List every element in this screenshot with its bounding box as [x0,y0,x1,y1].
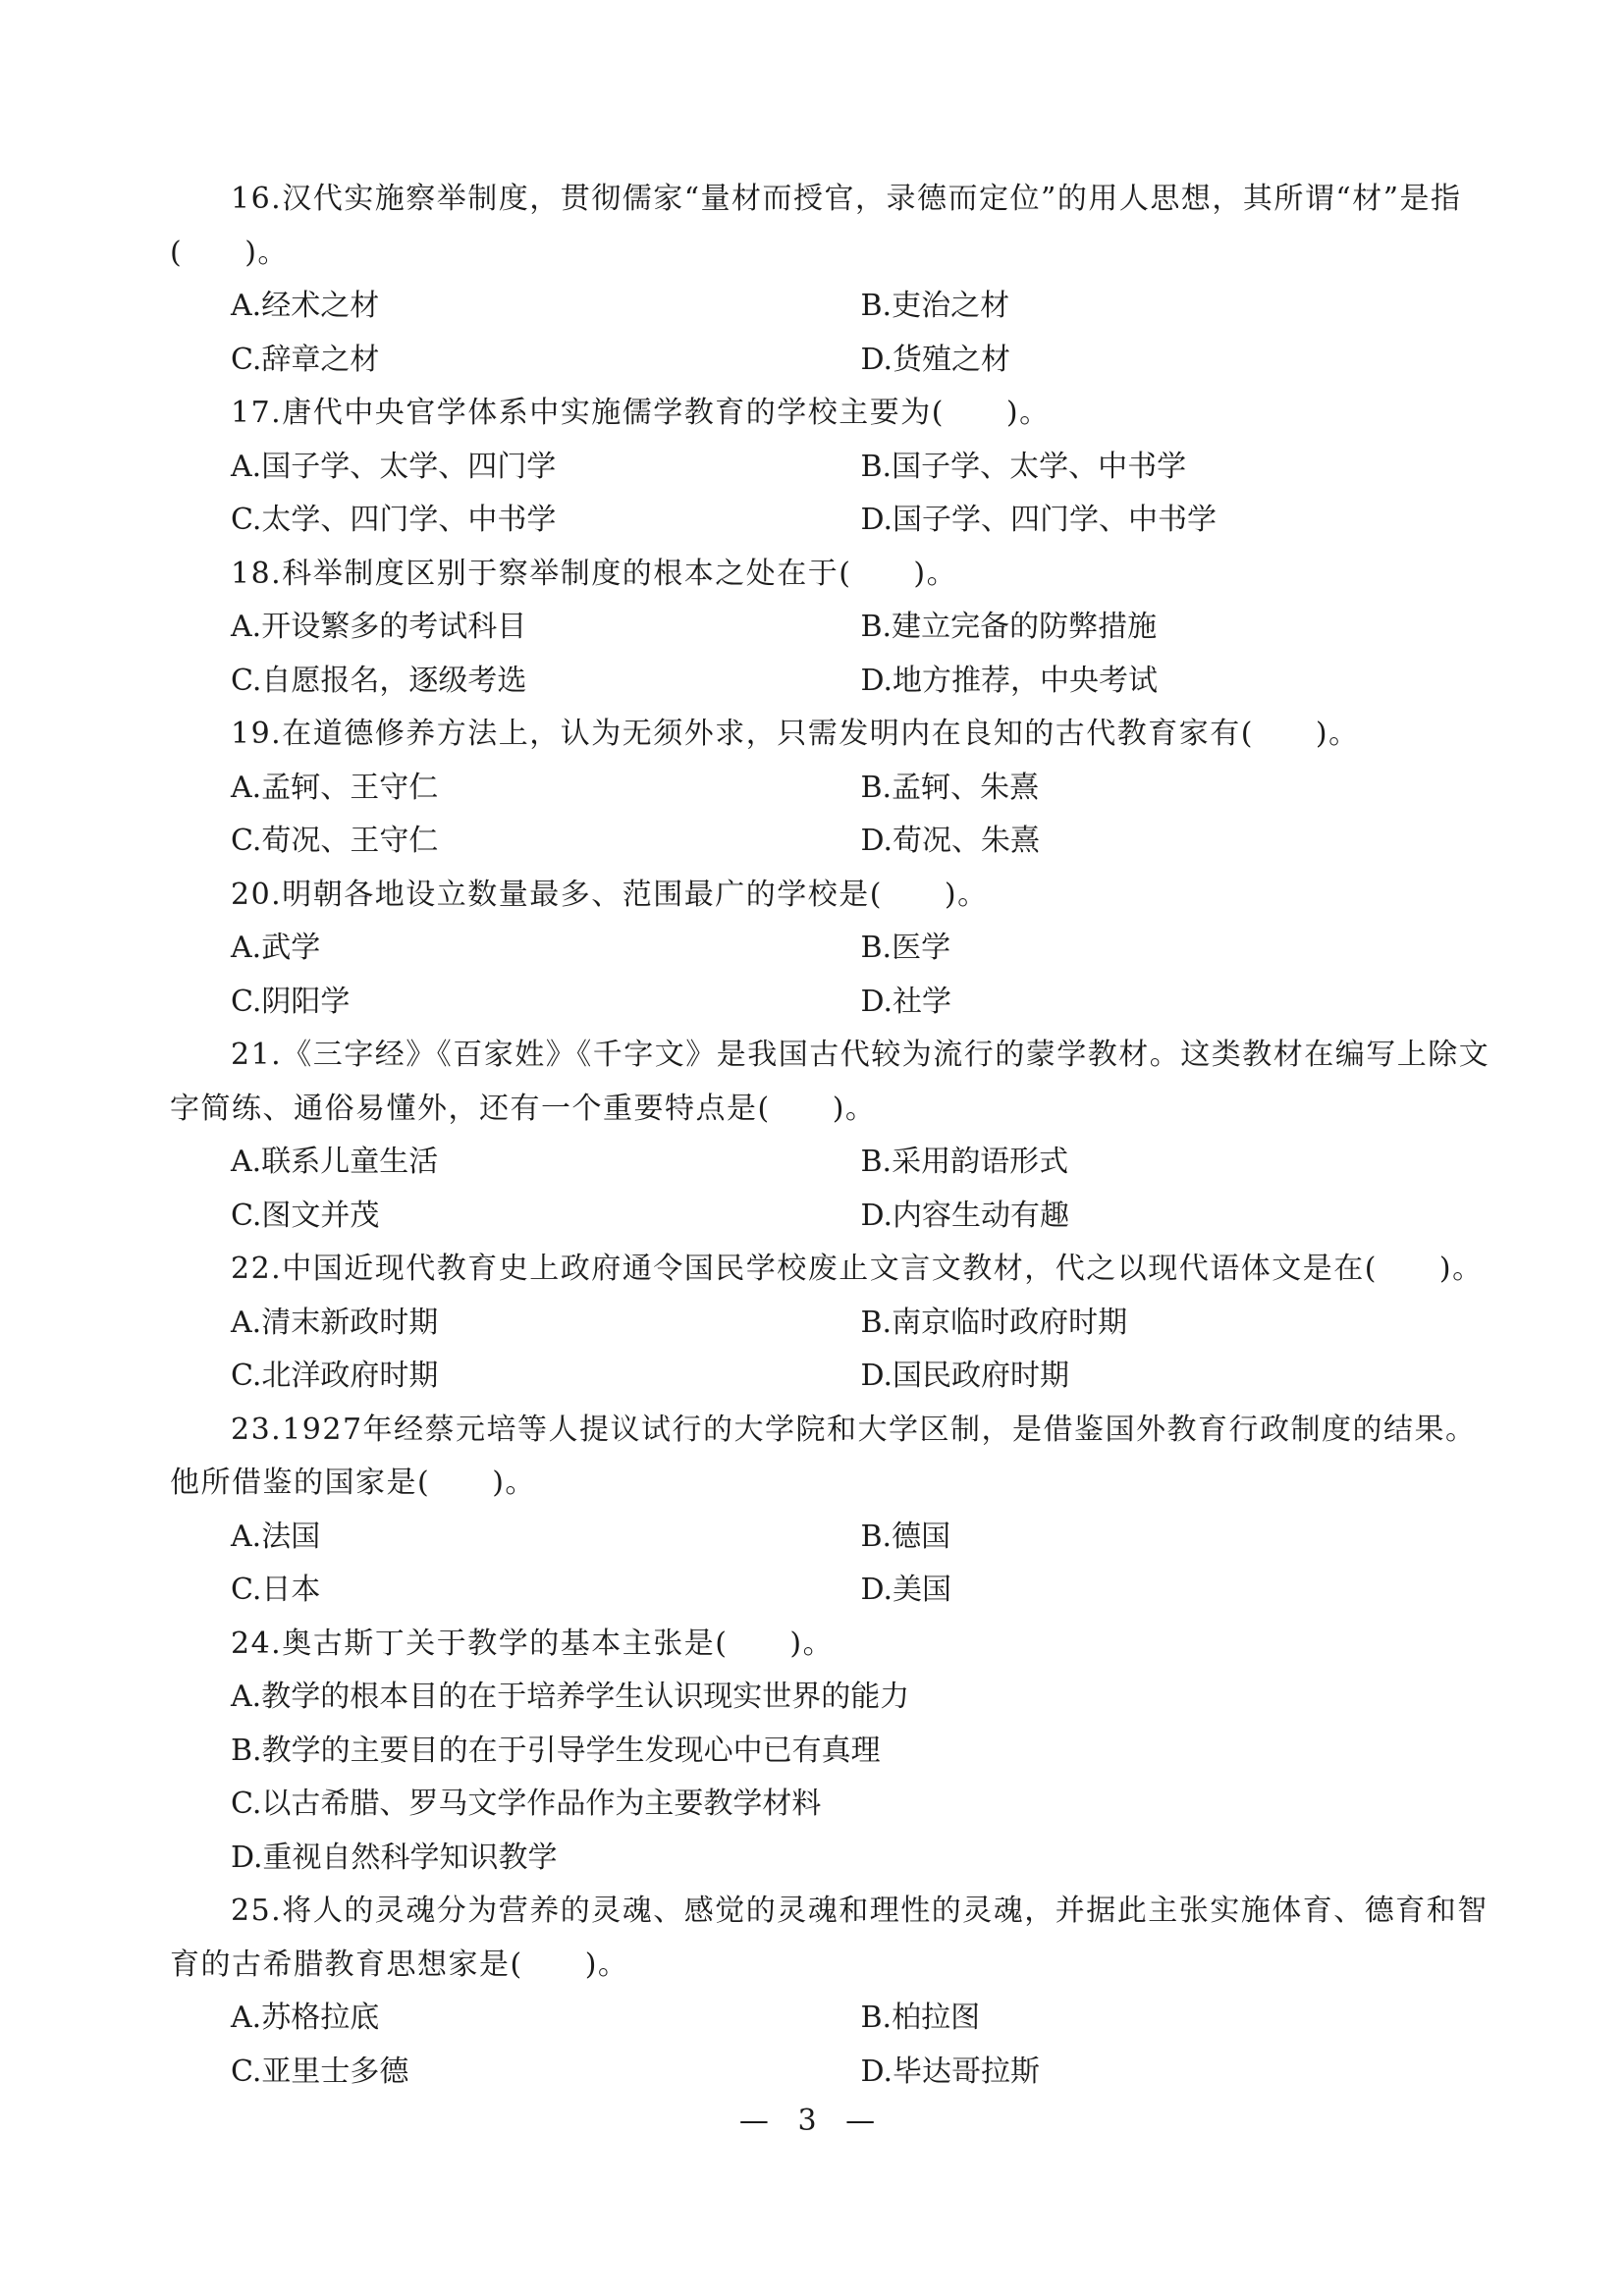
options-row [170,762,1490,816]
option-c: C.太学、四门学、中书学 [231,503,557,537]
option-c: C.自愿报名，逐级考选 [231,663,527,698]
options-row [170,815,1490,869]
question-stem: 20.明朝各地设立数量最多、范围最广的学校是( )。 [231,877,989,912]
options-row [170,1136,1490,1190]
option-a: A.国子学、太学、四门学 [231,449,557,484]
options-row [170,280,1490,334]
question-23 [170,1404,1490,1618]
option-b: B.建立完备的防弊措施 [860,610,1158,644]
options-row [170,2046,1490,2100]
question-stem: 21.《三字经》《百家姓》《千字文》是我国古代较为流行的蒙学教材。这类教材在编写上除文字简练、通俗易懂外，还有一个重要特点是( )。 [170,1038,1490,1126]
option-b: B.孟轲、朱熹 [860,770,1040,805]
page-number: — 3 — [738,2104,886,2138]
options-row [170,441,1490,495]
option-c: C.阴阳学 [231,984,351,1019]
option-d: D.社学 [860,984,952,1019]
option-c: C.荀况、王守仁 [231,824,439,858]
option-a: A.联系儿童生活 [231,1145,439,1179]
exam-page [170,173,1490,2099]
options-row [170,1511,1490,1565]
option-d: D.毕达哥拉斯 [860,2054,1041,2089]
option-c: C.亚里士多德 [231,2054,409,2089]
option-d: D.美国 [860,1573,952,1607]
options-row [170,976,1490,1030]
option-d: D.地方推荐，中央考试 [860,663,1159,698]
option-d: D.国民政府时期 [860,1359,1070,1393]
option-d: D.货殖之材 [860,342,1011,377]
question-20 [170,869,1490,1030]
option-c: C.北洋政府时期 [231,1359,439,1393]
options-row [170,655,1490,709]
option-a: A.法国 [231,1519,321,1554]
question-stem: 22.中国近现代教育史上政府通令国民学校废止文言文教材，代之以现代语体文是在( )。 [231,1252,1484,1286]
option-b: B.德国 [860,1519,951,1554]
question-16 [170,173,1490,387]
option-d: D.荀况、朱熹 [860,824,1041,858]
question-stem: 23.1927年经蔡元培等人提议试行的大学院和大学区制，是借鉴国外教育行政制度的结果。他所借鉴的国家是( )。 [170,1412,1477,1500]
option-c: C.图文并茂 [231,1198,380,1233]
options-row [170,1297,1490,1351]
option-a: A.武学 [231,931,321,965]
option-d: D.内容生动有趣 [860,1198,1070,1233]
option-b: B.柏拉图 [860,2001,981,2035]
question-stem: 16.汉代实施察举制度，贯彻儒家“量材而授官，录德而定位”的用人思想，其所谓“材”是指( )。 [170,182,1462,270]
options-row [170,601,1490,655]
options-row [170,922,1490,976]
question-stem: 24.奥古斯丁关于教学的基本主张是( )。 [231,1626,835,1661]
question-stem: 17.唐代中央官学体系中实施儒学教育的学校主要为( )。 [231,396,1051,430]
option-a: A.苏格拉底 [231,2001,380,2035]
question-25 [170,1885,1490,2099]
question-22 [170,1243,1490,1404]
option-a: A.经术之材 [231,289,380,323]
option-b: B.医学 [860,931,951,965]
option-a: A.开设繁多的考试科目 [231,610,527,644]
question-24 [170,1618,1490,1886]
option-d: D.国子学、四门学、中书学 [860,503,1218,537]
option-c: C.以古希腊、罗马文学作品作为主要教学材料 [231,1787,822,1821]
options-row [170,1564,1490,1618]
options-row [170,494,1490,548]
question-18 [170,548,1490,709]
option-a: A.孟轲、王守仁 [231,770,439,805]
options-row [170,1350,1490,1404]
option-d: D.重视自然科学知识教学 [231,1840,558,1875]
option-b: B.吏治之材 [860,289,1010,323]
question-stem: 18.科举制度区别于察举制度的根本之处在于( )。 [231,556,958,591]
options-row [170,1992,1490,2046]
question-stem: 25.将人的灵魂分为营养的灵魂、感觉的灵魂和理性的灵魂，并据此主张实施体育、德育和智育的古希腊教育思想家是( )。 [170,1894,1489,1982]
option-b: B.国子学、太学、中书学 [860,449,1187,484]
question-17 [170,387,1490,548]
question-19 [170,708,1490,869]
options-row [170,334,1490,388]
option-c: C.日本 [231,1573,321,1607]
option-c: C.辞章之材 [231,342,380,377]
option-b: B.采用韵语形式 [860,1145,1069,1179]
question-stem: 19.在道德修养方法上，认为无须外求，只需发明内在良知的古代教育家有( )。 [231,717,1360,751]
option-b: B.教学的主要目的在于引导学生发现心中已有真理 [231,1733,881,1768]
option-a: A.教学的根本目的在于培养学生认识现实世界的能力 [231,1680,910,1714]
option-b: B.南京临时政府时期 [860,1305,1128,1340]
options-row [170,1190,1490,1244]
option-a: A.清末新政时期 [231,1305,439,1340]
question-21 [170,1029,1490,1243]
